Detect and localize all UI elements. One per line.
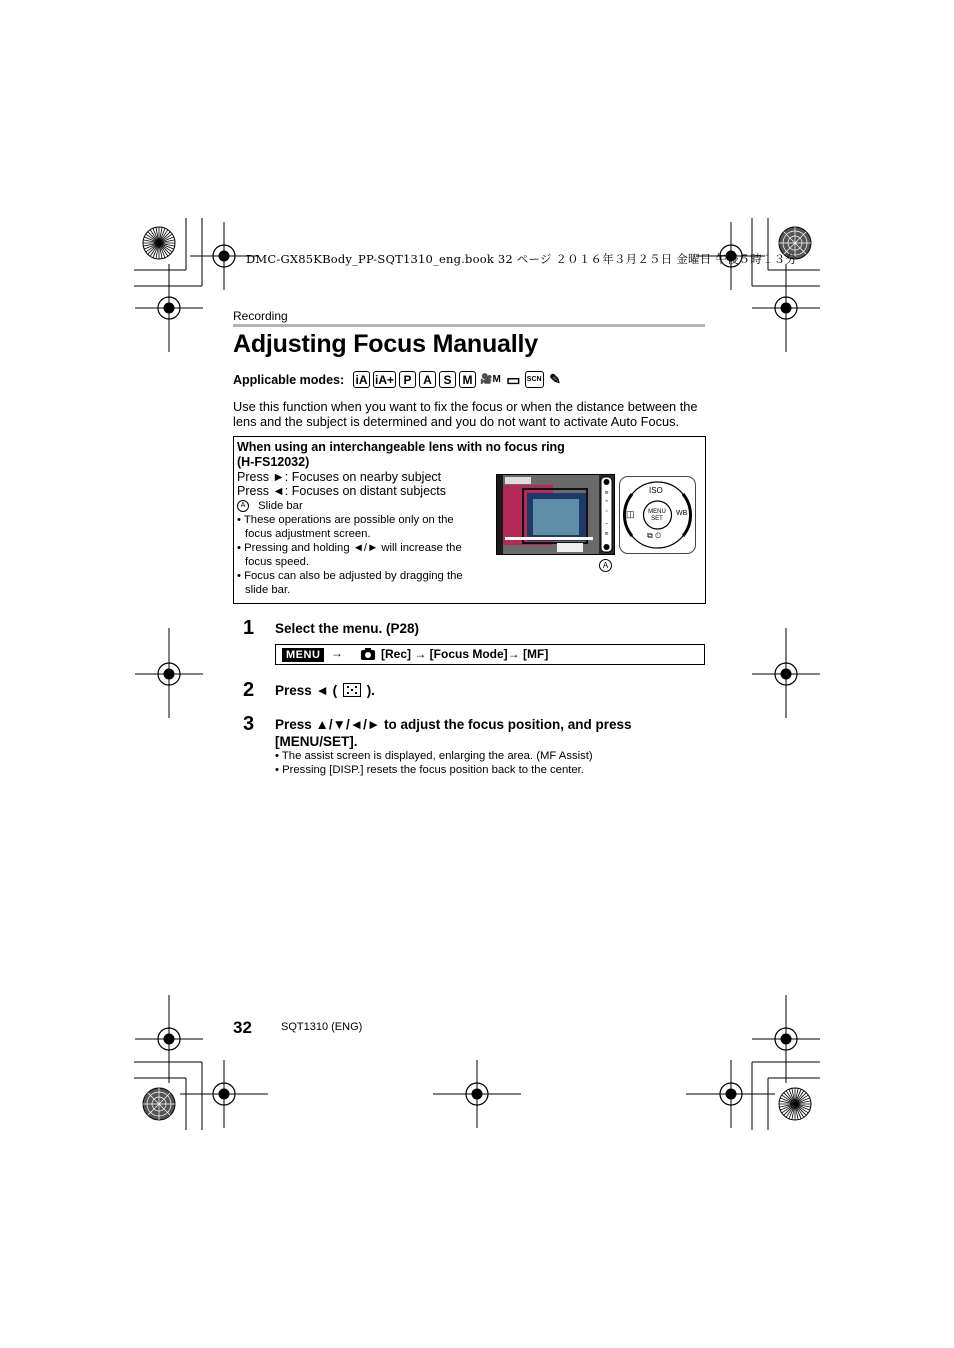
callout-a-icon: A [237, 500, 249, 512]
press-left-text: Press ◄: Focuses on distant subjects [237, 484, 446, 498]
svg-text:≡: ≡ [604, 490, 609, 496]
camera-rec-icon [360, 647, 376, 666]
svg-text:⌄: ⌄ [604, 520, 609, 526]
slide-bar-label: Slide bar [258, 500, 303, 512]
svg-text:≡: ≡ [604, 531, 609, 537]
step-1-text: Select the menu. (P28) [275, 621, 420, 636]
step-1-number: 1 [243, 617, 255, 639]
menu-path-text: [Rec] → [Focus Mode]→ [MF] [381, 647, 549, 661]
focus-area-icon [343, 683, 361, 697]
dial-menu-set-label: MENU SET [648, 509, 666, 522]
step-3-text-line2: [MENU/SET]. [275, 734, 358, 749]
focus-screen-illustration [496, 474, 615, 555]
intro-paragraph: Use this function when you want to fix the focus or when the distance between the lens and the subject is determined and you do not want to activate Auto Focus. [233, 399, 698, 429]
mode-ia-icon: iA [353, 371, 370, 388]
step-2-text [275, 683, 375, 698]
section-label: Recording [233, 309, 288, 323]
menu-arrow: → [331, 646, 343, 660]
step-3-bullet-2: • Pressing [DISP.] resets the focus position back to the center. [275, 764, 584, 776]
section-rule [233, 324, 705, 327]
step-2-text-main: Press ◄ ( [275, 683, 338, 698]
page-title: Adjusting Focus Manually [233, 330, 538, 358]
mode-scn-icon: SCN [525, 371, 544, 388]
mode-movie-m-icon: 🎥M [480, 374, 501, 385]
slide-bar-callout [237, 499, 303, 513]
menu-button-icon: MENU [282, 648, 324, 662]
mode-s-icon: S [439, 371, 456, 388]
screen-callout-a [599, 557, 612, 575]
note-bullet-2-line2: focus speed. [245, 556, 310, 568]
mode-panorama-icon: ▭ [506, 371, 521, 389]
note-bullet-1-line2: focus adjustment screen. [245, 528, 371, 540]
svg-text:⌃: ⌃ [604, 510, 609, 516]
note-bullet-3-line2: slide bar. [245, 584, 291, 596]
dial-bottom-icons: ⧉ ⏲ [647, 531, 662, 540]
note-bullet-1-line1: • These operations are possible only on the [237, 514, 454, 526]
mode-ia-plus-icon: iA+ [375, 372, 395, 387]
document-code: SQT1310 (ENG) [281, 1021, 363, 1033]
note-box-title [237, 440, 565, 470]
note-bullet-2-line1: • Pressing and holding ◄/► will increase the [237, 542, 462, 554]
mode-m-icon: M [459, 371, 476, 388]
note-bullet-2 [237, 541, 462, 569]
applicable-modes-label: Applicable modes: [233, 373, 345, 387]
page-number: 32 [233, 1018, 252, 1037]
focus-screen-image [497, 475, 614, 554]
press-right-text: Press ►: Focuses on nearby subject [237, 470, 442, 484]
svg-text:^: ^ [604, 500, 609, 506]
step-3-number: 3 [243, 713, 255, 735]
print-header: DMC-GX85KBody_PP-SQT1310_eng.book 32 ページ ２０１６年３月２５日 金曜日 午後５時１３分 [246, 252, 798, 266]
dial-wb-label: WB [676, 510, 688, 517]
dial-iso-label: ISO [649, 486, 663, 495]
step-3-bullet-1: • The assist screen is displayed, enlarging the area. (MF Assist) [275, 750, 593, 762]
note-bullet-3 [237, 569, 463, 597]
step-3-text-line1: Press ▲/▼/◄/► to adjust the focus position, and press [275, 717, 632, 732]
mode-icons [353, 371, 564, 388]
step-2-number: 2 [243, 679, 255, 701]
screen-callout-a-icon: A [599, 559, 612, 572]
mode-p-icon: P [399, 371, 416, 388]
note-title-line1: When using an interchangeable lens with no focus ring [237, 440, 565, 454]
step-2-text-suffix: ). [366, 683, 375, 698]
mode-a-icon: A [419, 371, 436, 388]
step-3-text [275, 716, 632, 750]
note-bullet-3-line1: • Focus can also be adjusted by dragging the [237, 570, 463, 582]
note-bullet-1 [237, 513, 454, 541]
note-title-line2: (H-FS12032) [237, 455, 310, 469]
dial-left-icon: ◫ [626, 509, 635, 519]
mode-creative-icon: ✎ [549, 371, 561, 387]
